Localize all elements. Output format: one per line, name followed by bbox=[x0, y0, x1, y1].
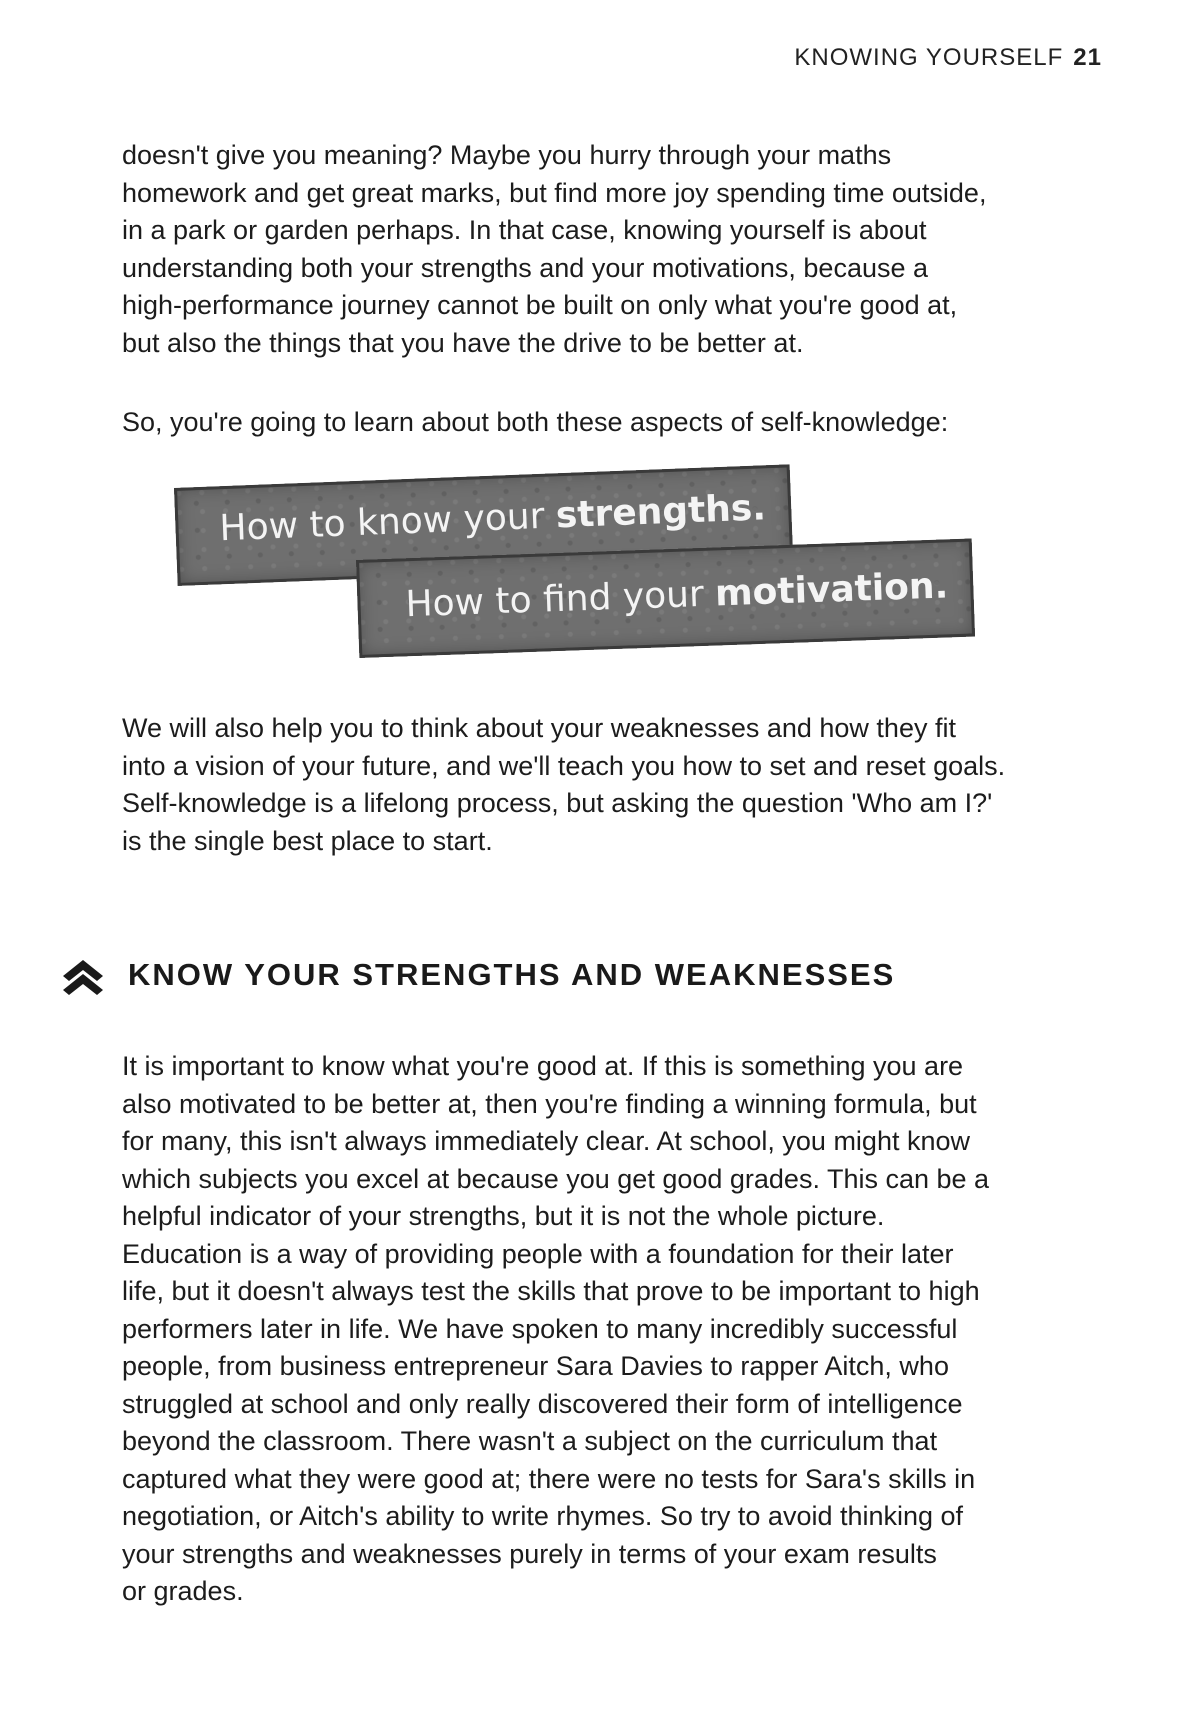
text-line: Education is a way of providing people with a foundation for their later bbox=[122, 1238, 954, 1269]
text-line: or grades. bbox=[122, 1576, 244, 1606]
text-line: people, from business entrepreneur Sara Davies to rapper Aitch, who bbox=[122, 1351, 949, 1381]
text-line: performers later in life. We have spoken to many incredibly successful bbox=[122, 1313, 958, 1344]
text-line: in a park or garden perhaps. In that case, knowing yourself is about bbox=[122, 215, 927, 245]
text-line: beyond the classroom. There wasn't a subject on the curriculum that bbox=[122, 1426, 938, 1456]
text-line: struggled at school and only really discovered their form of intelligence bbox=[122, 1388, 963, 1419]
text-line: life, but it doesn't always test the skills that prove to be important to high bbox=[122, 1276, 980, 1306]
paragraph-strengths bbox=[122, 1048, 1072, 1611]
text-line: We will also help you to think about your weaknesses and how they fit bbox=[122, 713, 956, 743]
text-line: understanding both your strengths and your motivations, because a bbox=[122, 252, 929, 283]
paragraph-lead-in bbox=[122, 404, 1072, 442]
banner-emphasis-text: motivation. bbox=[714, 565, 949, 615]
banner-emphasis-text: strengths. bbox=[555, 487, 767, 537]
banner-lead-text: How to know your bbox=[218, 495, 557, 550]
page-number: 21 bbox=[1073, 44, 1102, 71]
double-chevron-up-icon bbox=[60, 952, 106, 998]
section-heading-text: KNOW YOUR STRENGTHS AND WEAKNESSES bbox=[128, 957, 896, 992]
text-line: homework and get great marks, but find more joy spending time outside, bbox=[122, 177, 987, 208]
text-line: negotiation, or Aitch's ability to write rhymes. So try to avoid thinking of bbox=[122, 1501, 964, 1531]
text-line: high-performance journey cannot be built on only what you're good at, bbox=[122, 290, 958, 320]
text-line: also motivated to be better at, then you're finding a winning formula, but bbox=[122, 1088, 977, 1119]
text-line: doesn't give you meaning? Maybe you hurry through your maths bbox=[122, 140, 892, 170]
text-line: So, you're going to learn about both these aspects of self-knowledge: bbox=[122, 407, 949, 437]
text-line: your strengths and weaknesses purely in terms of your exam results bbox=[122, 1538, 937, 1569]
text-line: into a vision of your future, and we'll teach you how to set and reset goals. bbox=[122, 750, 1006, 781]
chapter-title: KNOWING YOURSELF bbox=[794, 44, 1064, 71]
text-line: for many, this isn't always immediately clear. At school, you might know bbox=[122, 1126, 970, 1156]
banner-motivation bbox=[356, 539, 975, 658]
text-line: It is important to know what you're good at. If this is something you are bbox=[122, 1051, 964, 1081]
text-line: but also the things that you have the drive to be better at. bbox=[122, 327, 804, 358]
running-header bbox=[794, 44, 1102, 72]
text-line: captured what they were good at; there were no tests for Sara's skills in bbox=[122, 1463, 976, 1494]
text-line: which subjects you excel at because you get good grades. This can be a bbox=[122, 1163, 990, 1194]
banner-lead-text: How to find your bbox=[404, 573, 716, 626]
section-heading bbox=[60, 952, 895, 998]
text-line: is the single best place to start. bbox=[122, 825, 493, 856]
text-line: Self-knowledge is a lifelong process, but asking the question 'Who am I?' bbox=[122, 788, 993, 818]
paragraph-intro bbox=[122, 137, 1072, 362]
paragraph-weaknesses bbox=[122, 710, 1072, 860]
text-line: helpful indicator of your strengths, but it is not the whole picture. bbox=[122, 1201, 885, 1231]
